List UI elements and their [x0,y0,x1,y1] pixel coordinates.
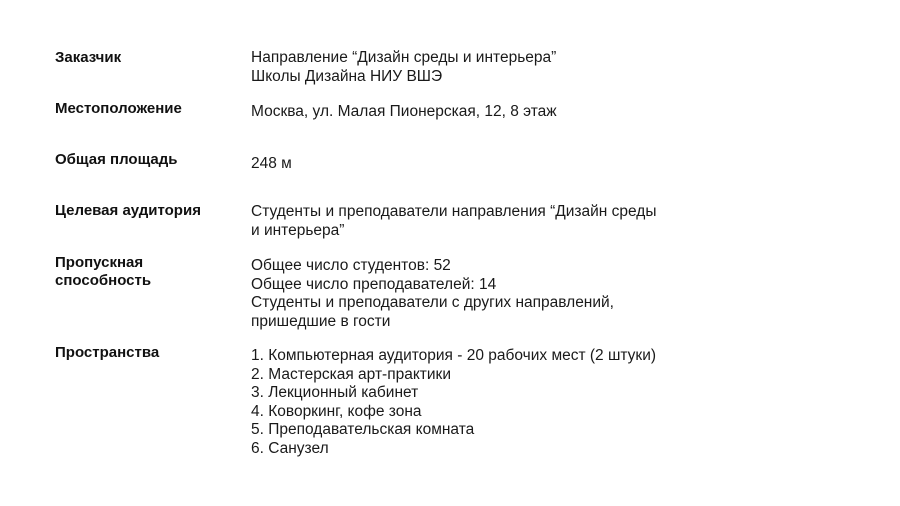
label-total-area: Общая площадь [55,151,178,168]
value-line: Студенты и преподаватели направления “Дизайн среды [251,203,657,220]
list-item: 1. Компьютерная аудитория - 20 рабочих мест (2 штуки) [251,347,657,364]
value-client [251,49,871,86]
value-line: 248 м [251,155,292,172]
label-target-audience: Целевая аудитория [55,202,201,219]
value-line: Направление “Дизайн среды и интерьера” [251,49,557,66]
value-line: Москва, ул. Малая Пионерская, 12, 8 этаж [251,103,557,120]
list-item: 4. Коворкинг, кофе зона [251,402,422,420]
value-line: Общее число студентов: 52 [251,257,451,274]
label-line: Пропускная [55,254,144,271]
value-line: и интерьера” [251,221,345,239]
value-line: Студенты и преподаватели с других направлений, [251,294,614,312]
list-item: 5. Преподавательская комната [251,421,475,439]
value-line: пришедшие в гости [251,312,391,330]
value-total-area [251,155,871,174]
list-item: 6. Санузел [251,439,329,457]
value-line: Школы Дизайна НИУ ВШЭ [251,67,443,85]
label-capacity [55,254,240,290]
list-item: 3. Лекционный кабинет [251,384,419,402]
value-spaces-list [251,347,871,459]
label-client: Заказчик [55,49,122,66]
label-line: способность [55,272,152,289]
label-location: Местоположение [55,100,182,117]
label-spaces: Пространства [55,344,160,361]
list-item: 2. Мастерская арт-практики [251,365,451,383]
value-location [251,103,871,122]
value-capacity [251,257,871,331]
value-line: Общее число преподавателей: 14 [251,275,497,293]
value-target-audience [251,203,871,240]
